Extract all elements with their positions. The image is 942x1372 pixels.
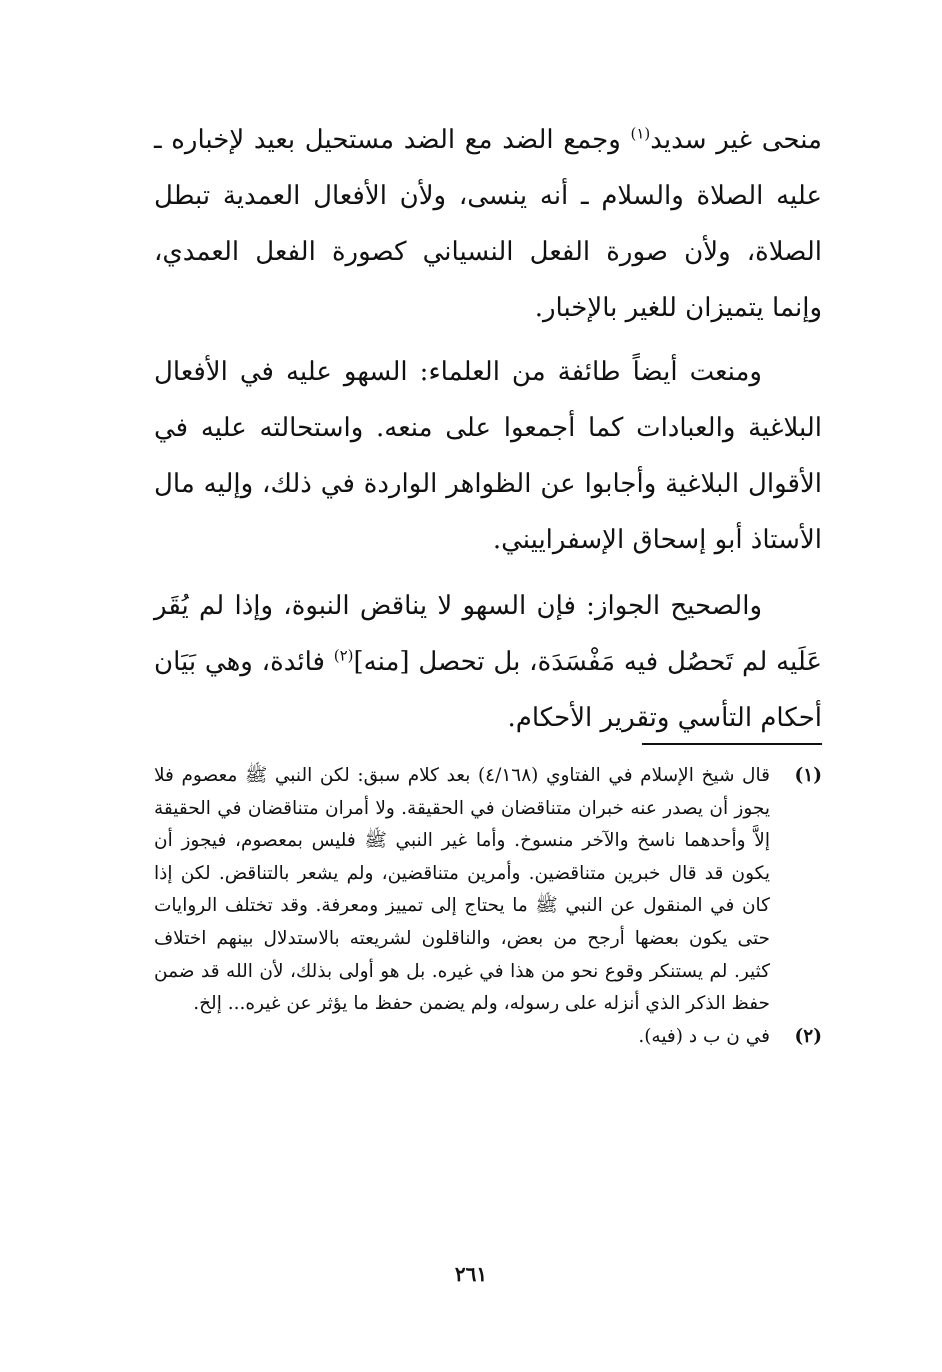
paragraph-3-text-a: والصحيح الجواز: فإن السهو لا يناقض النبوة، وإذا لم يُقَر عَلَيه لم تَحصُل فيه مَفْسَدَة، بل تحصل [منه]	[154, 591, 822, 677]
footnote-divider	[642, 743, 822, 745]
paragraph-3-text-b: فائدة، وهي بَيَان أحكام التأسي وتقرير الأحكام.	[154, 647, 822, 733]
paragraph-1-text-a: منحى غير سديد	[650, 125, 822, 155]
footnotes	[154, 760, 822, 1053]
footnote-ref-1: (١)	[630, 124, 651, 143]
paragraph-2-text: ومنعت أيضاً طائفة من العلماء: السهو عليه في الأفعال البلاغية والعبادات كما أجمعوا على منعه. واستحالته عليه في الأقوال البلاغية وأجابوا عن الظواهر الواردة في ذلك، وإليه مال الأستاذ أبو إسحاق الإسفراييني.	[154, 357, 822, 555]
footnote-ref-2: (٢)	[333, 646, 354, 665]
footnote-1	[154, 760, 822, 1021]
footnote-2-text: في ن ب د (فيه).	[638, 1025, 770, 1047]
footnote-1-number: (١)	[794, 765, 822, 786]
footnote-2	[154, 1021, 822, 1054]
paragraph-1-text-b: وجمع الضد مع الضد مستحيل بعيد لإخباره ـ عليه الصلاة والسلام ـ أنه ينسى، ولأن الأفعال العمدية تبطل الصلاة، ولأن صورة الفعل النسياني كصورة الفعل العمدي، وإنما يتميزان للغير بالإخبار.	[154, 125, 822, 323]
footnote-1-text: قال شيخ الإسلام في الفتاوي (٤/١٦٨) بعد كلام سبق: لكن النبي ﷺ معصوم فلا يجوز أن يصدر عنه خبران متناقضان في الحقيقة. ولا أمران متناقضان في الحقيقة إلاَّ وأحدهما ناسخ والآخر منسوخ. وأما غير النبي ﷺ فليس بمعصوم، فيجوز أن يكون قد قال خبرين متناقضين. وأمرين متناقضين، ولم يشعر بالتناقض. لكن إذا كان في المنقول عن النبي ﷺ ما يحتاج إلى تمييز ومعرفة. وقد تختلف الروايات حتى يكون بعضها أرجح من بعض، والناقلون لشريعته بالاستدلال بينهم اختلاف كثير. لم يستنكر وقوع نحو من هذا في غيره. بل هو أولى بذلك، لأن الله قد ضمن حفظ الذكر الذي أنزله على رسوله، ولم يضمن حفظ ما يؤثر عن غيره... إلخ.	[154, 765, 770, 1015]
paragraph-1	[154, 112, 822, 336]
page-number: ٢٦١	[454, 1262, 488, 1286]
paragraph-2	[154, 344, 822, 568]
paragraph-3	[154, 578, 822, 746]
footnote-2-number: (٢)	[794, 1025, 822, 1047]
